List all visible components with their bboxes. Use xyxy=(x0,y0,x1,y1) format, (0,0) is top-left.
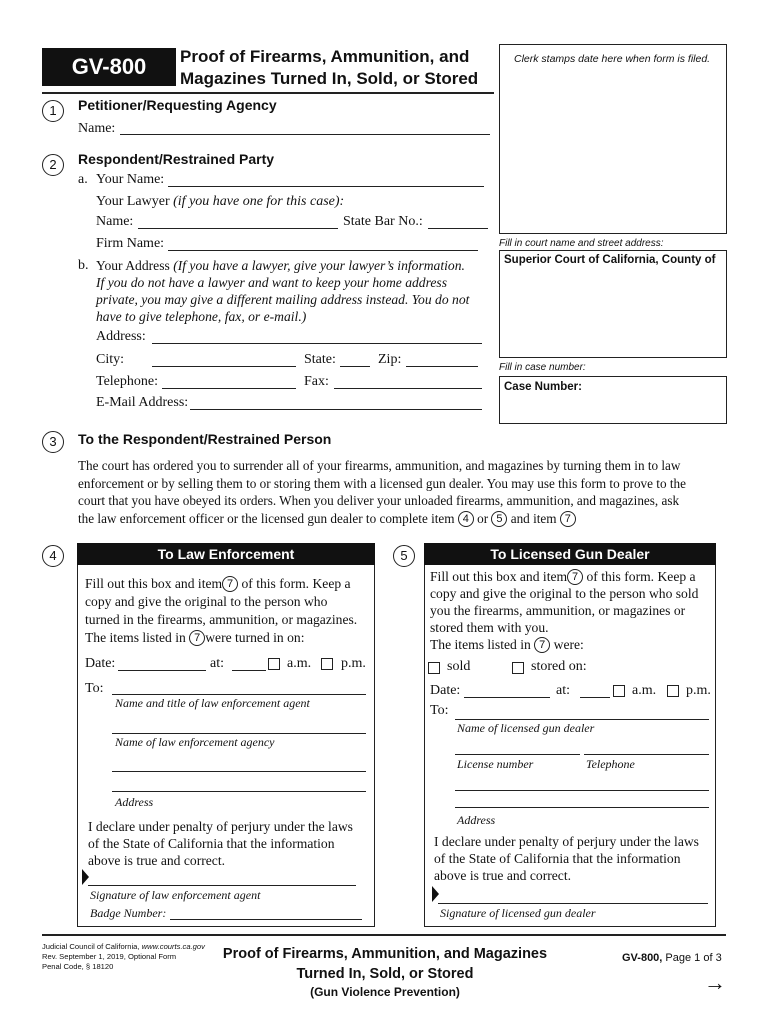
dealer-at-label: at: xyxy=(556,683,570,698)
dealer-date-label: Date: xyxy=(430,683,461,698)
ref-item-7: 7 xyxy=(560,511,576,527)
clerk-stamp-note: Clerk stamps date here when form is filed. xyxy=(514,53,711,65)
section-1-number: 1 xyxy=(42,100,64,122)
form-title: Proof of Firearms, Ammunition, and Magazines Turned In, Sold, or Stored xyxy=(180,47,479,88)
dealer-to-label: To: xyxy=(430,703,449,718)
law-address-field-2[interactable] xyxy=(112,791,366,792)
section-3-number: 3 xyxy=(42,431,64,453)
section-3-heading: To the Respondent/Restrained Person xyxy=(78,431,332,447)
law-agency-field[interactable] xyxy=(112,733,366,734)
law-pm-checkbox[interactable] xyxy=(321,658,333,670)
law-agency-caption: Name of law enforcement agency xyxy=(115,735,275,749)
law-am-label: a.m. xyxy=(287,656,312,671)
item-b-marker: b. xyxy=(78,258,89,273)
dealer-pm-label: p.m. xyxy=(686,683,711,698)
court-label: Superior Court of California, County of xyxy=(504,254,716,266)
law-agent-caption: Name and title of law enforcement agent xyxy=(115,696,310,710)
address-field[interactable] xyxy=(152,343,482,344)
your-name-label: Your Name: xyxy=(96,172,165,187)
zip-label: Zip: xyxy=(378,352,402,367)
dealer-intro: Fill out this box and item 7 of this form. Keep a copy and give the original to the person who sold you the firearms, ammunition, or magazines or stored them with you. The items listed in 7 were: xyxy=(430,569,699,652)
item-a-marker: a. xyxy=(78,172,88,187)
lawyer-label: Your Lawyer (if you have one for this case): xyxy=(96,194,345,209)
email-label: E-Mail Address: xyxy=(96,395,189,410)
section-4-number: 4 xyxy=(42,545,64,567)
law-to-label: To: xyxy=(85,681,104,696)
petitioner-name-field[interactable] xyxy=(120,134,490,135)
address-instructions: Your Address (If you have a lawyer, give your lawyer’s information. If you do not have a lawyer and want to keep your home address private, you may give a different mailing address instead. You do not have to give telephone, fax, or e-mail.) xyxy=(96,258,470,324)
badge-number-label: Badge Number: xyxy=(90,906,167,920)
your-name-field[interactable] xyxy=(168,186,484,187)
next-page-arrow-icon[interactable]: → xyxy=(704,970,726,995)
ref-item-4: 4 xyxy=(458,511,474,527)
firm-name-label: Firm Name: xyxy=(96,236,165,251)
address-label: Address: xyxy=(96,329,146,344)
section-2-number: 2 xyxy=(42,154,64,176)
law-at-label: at: xyxy=(210,656,224,671)
state-bar-field[interactable] xyxy=(428,228,488,229)
section-1-heading: Petitioner/Requesting Agency xyxy=(78,97,277,113)
law-agent-field[interactable] xyxy=(112,694,366,695)
zip-field[interactable] xyxy=(406,366,478,367)
stored-label: stored on: xyxy=(531,659,587,674)
law-pm-label: p.m. xyxy=(341,656,366,671)
badge-number-field[interactable] xyxy=(170,919,362,920)
dealer-name-field[interactable] xyxy=(455,719,709,720)
footer-info: Judicial Council of California, www.courts.ca.gov Rev. September 1, 2019, Optional Form Penal Code, § 18120 xyxy=(42,942,205,971)
city-label: City: xyxy=(96,352,125,367)
telephone-field[interactable] xyxy=(162,388,296,389)
section-5-number: 5 xyxy=(393,545,415,567)
case-label: Case Number: xyxy=(504,381,582,393)
dealer-telephone-caption: Telephone xyxy=(586,757,635,771)
fax-field[interactable] xyxy=(334,388,482,389)
dealer-signature-arrow xyxy=(432,886,439,902)
law-signature-arrow xyxy=(82,869,89,885)
state-field[interactable] xyxy=(340,366,370,367)
petitioner-name-label: Name: xyxy=(78,121,116,136)
dealer-address-field-2[interactable] xyxy=(455,807,709,808)
lawyer-name-label: Name: xyxy=(96,214,134,229)
court-name-box[interactable] xyxy=(499,250,727,358)
law-address-field-1[interactable] xyxy=(112,771,366,772)
dealer-signature-caption: Signature of licensed gun dealer xyxy=(440,906,596,920)
dealer-date-field[interactable] xyxy=(464,697,550,698)
state-bar-label: State Bar No.: xyxy=(343,214,423,229)
law-address-caption: Address xyxy=(115,795,154,809)
telephone-label: Telephone: xyxy=(96,374,158,389)
law-intro: Fill out this box and item 7 of this form. Keep a copy and give the original to the person who turned in the firearms, ammunition, or magazines. The items listed in 7 were turned in on: xyxy=(85,576,358,645)
form-id-badge: GV-800 xyxy=(42,48,176,86)
footer-rule xyxy=(42,934,726,936)
email-field[interactable] xyxy=(190,409,482,410)
law-am-checkbox[interactable] xyxy=(268,658,280,670)
dealer-declaration: I declare under penalty of perjury under the laws of the State of California that the information above is true and correct. xyxy=(434,834,699,883)
sold-label: sold xyxy=(447,659,471,674)
court-hint: Fill in court name and street address: xyxy=(499,238,664,249)
dealer-name-caption: Name of licensed gun dealer xyxy=(457,721,595,735)
dealer-am-label: a.m. xyxy=(632,683,657,698)
law-time-field[interactable] xyxy=(232,670,266,671)
gun-dealer-bar: To Licensed Gun Dealer xyxy=(424,543,716,565)
license-number-field[interactable] xyxy=(455,754,580,755)
law-date-label: Date: xyxy=(85,656,116,671)
case-number-box[interactable] xyxy=(499,376,727,424)
dealer-address-caption: Address xyxy=(457,813,496,827)
page-number: GV-800, Page 1 of 3 xyxy=(622,952,722,964)
dealer-address-field-1[interactable] xyxy=(455,790,709,791)
header-rule xyxy=(42,92,494,94)
city-field[interactable] xyxy=(152,366,296,367)
law-date-field[interactable] xyxy=(118,670,206,671)
state-label: State: xyxy=(304,352,336,367)
law-signature-field[interactable] xyxy=(88,885,356,886)
stored-checkbox[interactable] xyxy=(512,662,524,674)
firm-name-field[interactable] xyxy=(168,250,478,251)
section-3-instructions: The court has ordered you to surrender all of your firearms, ammunition, and magazines by turning them in to law enforcement or by selling them to or storing them with a licensed gun dealer. You may use this form to prove to the court that you have obeyed its orders. When you deliver your unloaded firearms, ammunition, and magazines, ask the law enforcement officer or the licensed gun dealer to complete item 4 or 5 and item 7 xyxy=(78,458,686,526)
dealer-signature-field[interactable] xyxy=(438,903,708,904)
dealer-time-field[interactable] xyxy=(580,697,610,698)
law-enforcement-bar: To Law Enforcement xyxy=(77,543,375,565)
law-signature-caption: Signature of law enforcement agent xyxy=(90,888,261,902)
footer-title: Proof of Firearms, Ammunition, and Magazines Turned In, Sold, or Stored (Gun Violence Prevention) xyxy=(222,946,548,999)
section-2-heading: Respondent/Restrained Party xyxy=(78,151,275,167)
case-hint: Fill in case number: xyxy=(499,362,586,373)
dealer-am-checkbox[interactable] xyxy=(613,685,625,697)
lawyer-name-field[interactable] xyxy=(138,228,338,229)
law-declaration: I declare under penalty of perjury under the laws of the State of California that the information above is true and correct. xyxy=(88,819,353,868)
dealer-pm-checkbox[interactable] xyxy=(667,685,679,697)
sold-checkbox[interactable] xyxy=(428,662,440,674)
clerk-stamp-box xyxy=(499,44,727,234)
footer-website[interactable]: www.courts.ca.gov xyxy=(141,942,205,951)
dealer-telephone-field[interactable] xyxy=(584,754,709,755)
ref-item-5: 5 xyxy=(491,511,507,527)
license-number-caption: License number xyxy=(457,757,534,771)
fax-label: Fax: xyxy=(304,374,329,389)
